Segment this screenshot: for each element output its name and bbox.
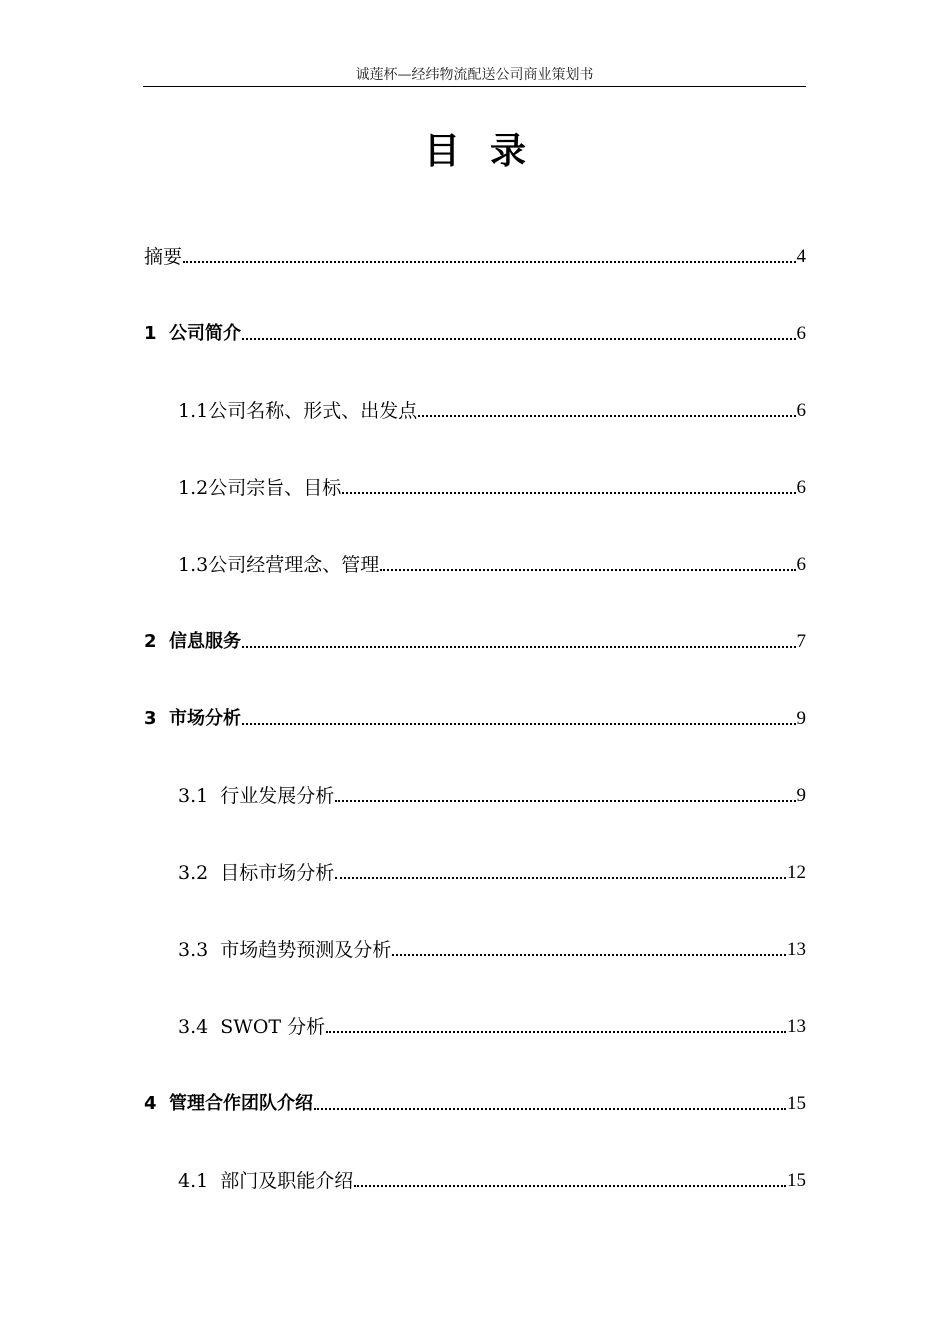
toc-entry-text: 1.2公司宗旨、目标 bbox=[178, 477, 342, 499]
toc-entry-page: 15 bbox=[787, 1170, 806, 1191]
toc-entry-text: 4.1 部门及职能介绍 bbox=[178, 1170, 354, 1192]
toc-entry-page: 4 bbox=[796, 246, 806, 267]
toc-entry[interactable] bbox=[144, 240, 806, 270]
toc-entry-page: 7 bbox=[796, 631, 806, 652]
toc-entry-text: 2 信息服务 bbox=[144, 631, 242, 652]
toc-entry[interactable] bbox=[178, 779, 806, 809]
toc-entry-text: 3.4 SWOT 分析 bbox=[178, 1016, 326, 1038]
toc-leader-dots bbox=[342, 492, 795, 494]
toc-entry-text: 3.2 目标市场分析 bbox=[178, 862, 335, 884]
toc-leader-dots bbox=[392, 954, 786, 956]
toc-entry-text: 摘要 bbox=[144, 246, 183, 268]
toc-leader-dots bbox=[335, 800, 795, 802]
toc-entry[interactable] bbox=[144, 625, 806, 655]
toc-leader-dots bbox=[418, 415, 795, 417]
toc-entry-page: 13 bbox=[787, 939, 806, 960]
toc-entry-page: 9 bbox=[796, 708, 806, 729]
toc-entry[interactable] bbox=[178, 1164, 806, 1194]
toc-leader-dots bbox=[326, 1031, 786, 1033]
toc-leader-dots bbox=[242, 646, 795, 648]
toc-entry[interactable] bbox=[178, 1010, 806, 1040]
toc-entry[interactable] bbox=[178, 933, 806, 963]
toc-leader-dots bbox=[242, 723, 795, 725]
toc-entry[interactable] bbox=[178, 394, 806, 424]
toc-entry-text: 4 管理合作团队介绍 bbox=[144, 1093, 314, 1114]
toc-entry-page: 13 bbox=[787, 1016, 806, 1037]
toc-leader-dots bbox=[183, 261, 795, 263]
toc-entry-page: 6 bbox=[796, 477, 806, 498]
toc-entry[interactable] bbox=[144, 1087, 806, 1117]
toc-entry-text: 1.3公司经营理念、管理 bbox=[178, 554, 380, 576]
toc-entry[interactable] bbox=[178, 471, 806, 501]
toc-leader-dots bbox=[380, 569, 795, 571]
toc-leader-dots bbox=[354, 1185, 786, 1187]
toc-entry-text: 1.1公司名称、形式、出发点 bbox=[178, 400, 418, 422]
toc-entry[interactable] bbox=[144, 317, 806, 347]
toc-entry-page: 6 bbox=[796, 323, 806, 344]
toc-entry-text: 3 市场分析 bbox=[144, 708, 242, 729]
toc-entry-text: 1 公司简介 bbox=[144, 323, 242, 344]
page-header: 诚莲杯—经纬物流配送公司商业策划书 bbox=[143, 64, 806, 87]
toc-leader-dots bbox=[335, 877, 786, 879]
toc-entry-page: 6 bbox=[796, 554, 806, 575]
toc-entry-text: 3.1 行业发展分析 bbox=[178, 785, 335, 807]
toc-entry-page: 9 bbox=[796, 785, 806, 806]
toc-entry-page: 15 bbox=[787, 1093, 806, 1114]
toc-entry-page: 6 bbox=[796, 400, 806, 421]
toc-entry-text: 3.3 市场趋势预测及分析 bbox=[178, 939, 392, 961]
toc-entry[interactable] bbox=[178, 548, 806, 578]
toc-leader-dots bbox=[242, 338, 795, 340]
toc-entry-page: 12 bbox=[787, 862, 806, 883]
toc-entry[interactable] bbox=[178, 856, 806, 886]
page-title: 目录 bbox=[423, 131, 556, 172]
toc-leader-dots bbox=[314, 1108, 786, 1110]
toc-entry[interactable] bbox=[144, 702, 806, 732]
